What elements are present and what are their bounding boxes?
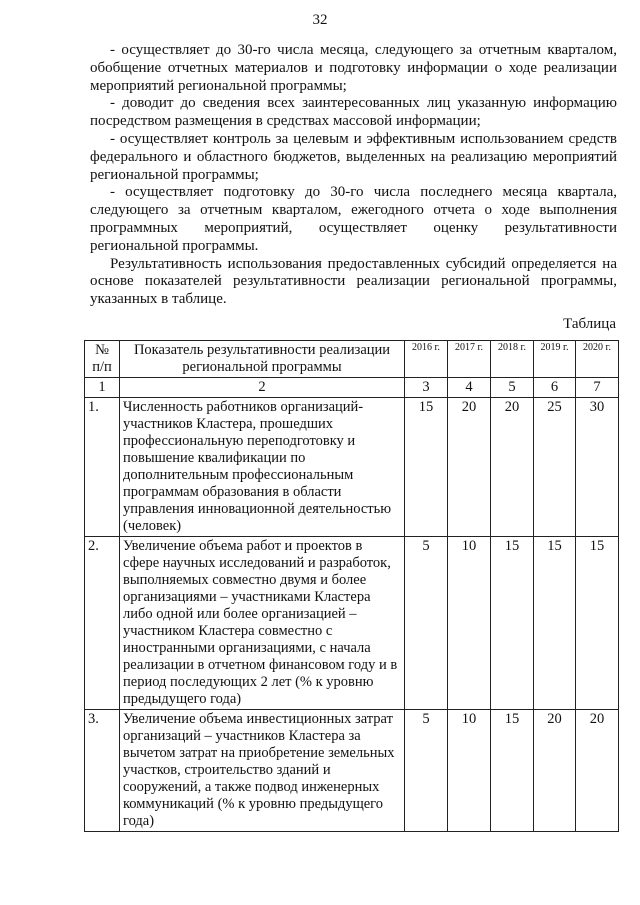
- header-year: 2018 г.: [491, 341, 534, 378]
- paragraph: - осуществляет до 30-го числа месяца, следующего за отчетным кварталом, обобщение отчетных материалов и подготовку информации о ходе реализации мероприятий региональной программы;: [90, 42, 617, 94]
- header-num: № п/п: [85, 341, 120, 378]
- header-year: 2017 г.: [448, 341, 491, 378]
- year-value: 20: [576, 710, 619, 832]
- header-year: 2016 г.: [405, 341, 448, 378]
- column-index-row: [85, 378, 619, 398]
- year-value: 20: [534, 710, 576, 832]
- column-index: 1: [85, 378, 120, 398]
- year-value: 20: [448, 398, 491, 537]
- row-number: 3.: [85, 710, 120, 832]
- year-value: 15: [491, 710, 534, 832]
- column-index: 6: [534, 378, 576, 398]
- column-index: 3: [405, 378, 448, 398]
- column-index: 2: [120, 378, 405, 398]
- year-value: 10: [448, 710, 491, 832]
- year-value: 15: [534, 537, 576, 710]
- table-caption: Таблица: [563, 316, 616, 332]
- year-value: 25: [534, 398, 576, 537]
- paragraph: Результативность использования предоставленных субсидий определяется на основе показателей результативности реализации региональной программы, указанных в таблице.: [90, 255, 617, 308]
- header-year: 2019 г.: [534, 341, 576, 378]
- year-value: 15: [576, 537, 619, 710]
- paragraph: - доводит до сведения всех заинтересованных лиц указанную информацию посредством размещения в средствах массовой информации;: [90, 95, 617, 130]
- year-value: 30: [576, 398, 619, 537]
- year-value: 15: [405, 398, 448, 537]
- paragraph: - осуществляет подготовку до 30-го числа последнего месяца квартала, следующего за отчетным кварталом, ежегодного отчета о ходе выполнения программных мероприятий, осуществляет оценку результативности региональной программы.: [90, 184, 617, 254]
- indicator-text: Увеличение объема работ и проектов в сфере научных исследований и разработок, выполняемых совместно двумя и более организациями – участниками Кластера либо одной или более организацией – участником Кластера совместно с иностранными организациями, с начала реализации в отчетном финансовом году и в период последующих 2 лет (% к уровню предыдущего года): [120, 537, 405, 710]
- year-value: 15: [491, 537, 534, 710]
- body-text: [90, 42, 617, 309]
- row-number: 2.: [85, 537, 120, 710]
- indicator-text: Увеличение объема инвестиционных затрат организаций – участников Кластера за вычетом затрат на приобретение земельных участков, строительство зданий и сооружений, а также подвод инженерных коммуникаций (% к уровню предыдущего года): [120, 710, 405, 832]
- year-value: 5: [405, 537, 448, 710]
- table-row: [85, 398, 619, 537]
- column-index: 5: [491, 378, 534, 398]
- page-number: 32: [312, 12, 328, 28]
- table-row: [85, 710, 619, 832]
- row-number: 1.: [85, 398, 120, 537]
- year-value: 20: [491, 398, 534, 537]
- header-indicator: Показатель результативности реализации региональной программы: [120, 341, 405, 378]
- indicators-table: [84, 340, 619, 832]
- year-value: 10: [448, 537, 491, 710]
- table-header-row: [85, 341, 619, 378]
- year-value: 5: [405, 710, 448, 832]
- table-row: [85, 537, 619, 710]
- header-year: 2020 г.: [576, 341, 619, 378]
- paragraph: - осуществляет контроль за целевым и эффективным использованием средств федерального и областного бюджетов, выделенных на реализацию мероприятий региональной программы;: [90, 130, 617, 183]
- column-index: 7: [576, 378, 619, 398]
- indicator-text: Численность работников организаций-участников Кластера, прошедших профессиональную переподготовку и повышение квалификации по дополнительным профессиональным программам образования в области управления инновационной деятельностью (человек): [120, 398, 405, 537]
- column-index: 4: [448, 378, 491, 398]
